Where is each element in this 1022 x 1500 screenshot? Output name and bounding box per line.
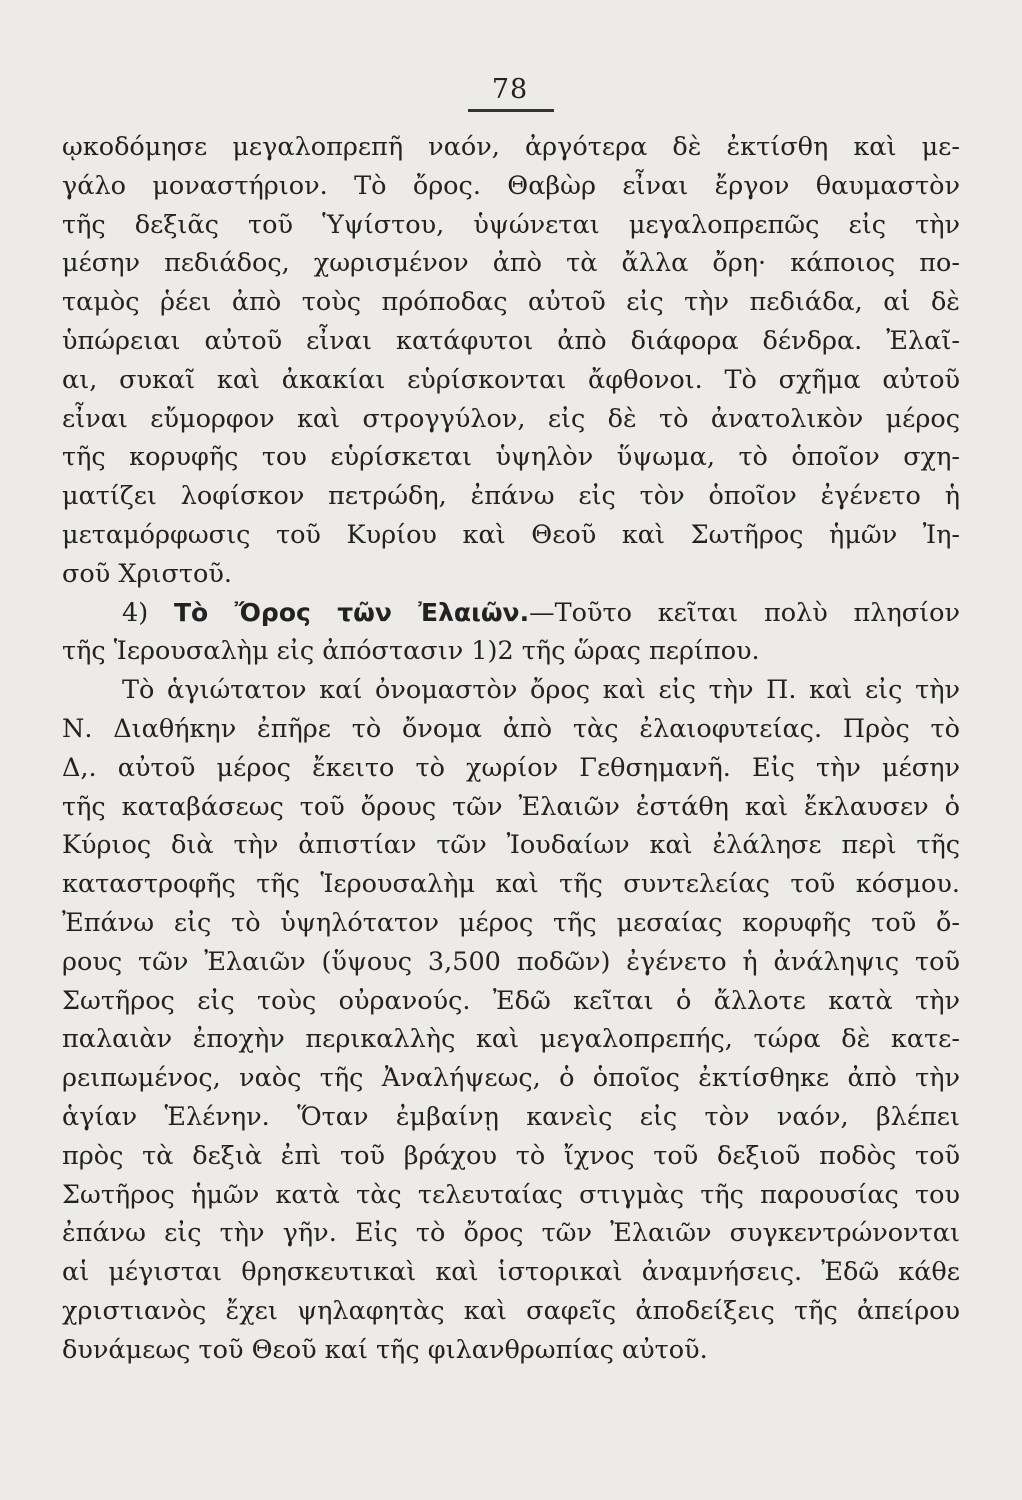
section-title: Τὸ Ὄρος τῶν Ἐλαιῶν.	[173, 597, 530, 627]
text-line: ἁγίαν Ἑλένην. Ὅταν ἐμβαίνῃ κανεὶς εἰς τὸν ναόν, βλέπει	[62, 1101, 960, 1132]
page-number: 78	[491, 74, 529, 105]
text-line: καταστροφῆς τῆς Ἱερουσαλὴμ καὶ τῆς συντελείας τοῦ κόσμου.	[62, 869, 960, 900]
text-line: Ν. Διαθήκην ἐπῆρε τὸ ὄνομα ἀπὸ τὰς ἐλαιοφυτείας. Πρὸς τὸ	[62, 713, 960, 744]
text-line: Ἐπάνω εἰς τὸ ὑψηλότατον μέρος τῆς μεσαίας κορυφῆς τοῦ ὄ-	[62, 907, 960, 938]
text-line: τῆς κορυφῆς του εὑρίσκεται ὑψηλὸν ὕψωμα, τὸ ὁποῖον σχη-	[62, 442, 960, 473]
section-heading-line	[62, 594, 960, 633]
section-first-line: —Τοῦτο κεῖται πολὺ πλησίον	[529, 597, 960, 628]
text-line: πρὸς τὰ δεξιὰ ἐπὶ τοῦ βράχου τὸ ἴχνος τοῦ δεξιοῦ ποδὸς τοῦ	[62, 1140, 960, 1171]
text-line: αἱ μέγισται θρησκευτικαὶ καὶ ἱστορικαὶ ἀναμνήσεις. Ἐδῶ κάθε	[62, 1257, 960, 1288]
text-line: σοῦ Χριστοῦ.	[62, 558, 232, 589]
text-line: χριστιανὸς ἔχει ψηλαφητὰς καὶ σαφεῖς ἀποδείξεις τῆς ἀπείρου	[62, 1295, 960, 1326]
text-line: τῆς καταβάσεως τοῦ ὄρους τῶν Ἐλαιῶν ἐστάθη καὶ ἔκλαυσεν ὁ	[62, 791, 960, 822]
text-line: ἐπάνω εἰς τὴν γῆν. Εἰς τὸ ὄρος τῶν Ἐλαιῶν συγκεντρώνονται	[62, 1218, 960, 1249]
text-line: παλαιὰν ἐποχὴν περικαλλὴς καὶ μεγαλοπρεπής, τώρα δὲ κατε-	[62, 1024, 960, 1055]
text-line: ῳκοδόμησε μεγαλοπρεπῆ ναόν, ἀργότερα δὲ ἐκτίσθη καὶ με-	[62, 132, 960, 162]
text-line: ταμὸς ῥέει ἀπὸ τοὺς πρόποδας αὐτοῦ εἰς τὴν πεδιάδα, αἱ δὲ	[62, 287, 960, 318]
text-line: δυνάμεως τοῦ Θεοῦ καί τῆς φιλανθρωπίας αὐτοῦ.	[62, 1334, 708, 1365]
text-line: ματίζει λοφίσκον πετρώδη, ἐπάνω εἰς τὸν ὁποῖον ἐγένετο ἡ	[62, 481, 960, 512]
body-text	[62, 128, 960, 1370]
text-line: Σωτῆρος εἰς τοὺς οὐρανούς. Ἐδῶ κεῖται ὁ ἄλλοτε κατὰ τὴν	[62, 985, 960, 1016]
section-number: 4)	[122, 597, 149, 628]
text-line: Τὸ ἁγιώτατον καί ὀνομαστὸν ὄρος καὶ εἰς τὴν Π. καὶ εἰς τὴν	[122, 675, 960, 706]
text-line: ρους τῶν Ἐλαιῶν (ὕψους 3,500 ποδῶν) ἐγένετο ἡ ἀνάληψις τοῦ	[62, 946, 960, 977]
text-line: μέσην πεδιάδος, χωρισμένον ἀπὸ τὰ ἄλλα ὄρη· κάποιος πο-	[62, 248, 960, 279]
text-line: Σωτῆρος ἡμῶν κατὰ τὰς τελευταίας στιγμὰς τῆς παρουσίας του	[62, 1179, 960, 1210]
text-line: γάλο μοναστήριον. Τὸ ὄρος. Θαβὼρ εἶναι ἔργον θαυμαστὸν	[62, 170, 960, 201]
text-line: τῆς δεξιᾶς τοῦ Ὑψίστου, ὑψώνεται μεγαλοπρεπῶς εἰς τὴν	[62, 209, 960, 240]
text-line: μεταμόρφωσις τοῦ Κυρίου καὶ Θεοῦ καὶ Σωτῆρος ἡμῶν Ἰη-	[62, 519, 960, 550]
text-line: Κύριος διὰ τὴν ἀπιστίαν τῶν Ἰουδαίων καὶ ἐλάλησε περὶ τῆς	[62, 830, 960, 861]
text-line: τῆς Ἱερουσαλὴμ εἰς ἀπόστασιν 1)2 τῆς ὥρας περίπου.	[62, 636, 760, 667]
text-line: Δ,. αὐτοῦ μέρος ἔκειτο τὸ χωρίον Γεθσημανῆ. Εἰς τὴν μέσην	[62, 752, 960, 783]
text-line: αι, συκαῖ καὶ ἀκακίαι εὑρίσκονται ἄφθονοι. Τὸ σχῆμα αὐτοῦ	[62, 364, 960, 395]
text-line: εἶναι εὔμορφον καὶ στρογγύλον, εἰς δὲ τὸ ἀνατολικὸν μέρος	[62, 403, 960, 434]
page-number-rule	[468, 109, 554, 112]
text-line: ρειπωμένος, ναὸς τῆς Ἀναλήψεως, ὁ ὁποῖος ἐκτίσθηκε ἀπὸ τὴν	[62, 1063, 960, 1094]
text-line: ὑπώρειαι αὐτοῦ εἶναι κατάφυτοι ἀπὸ διάφορα δένδρα. Ἐλαῖ-	[62, 325, 960, 356]
